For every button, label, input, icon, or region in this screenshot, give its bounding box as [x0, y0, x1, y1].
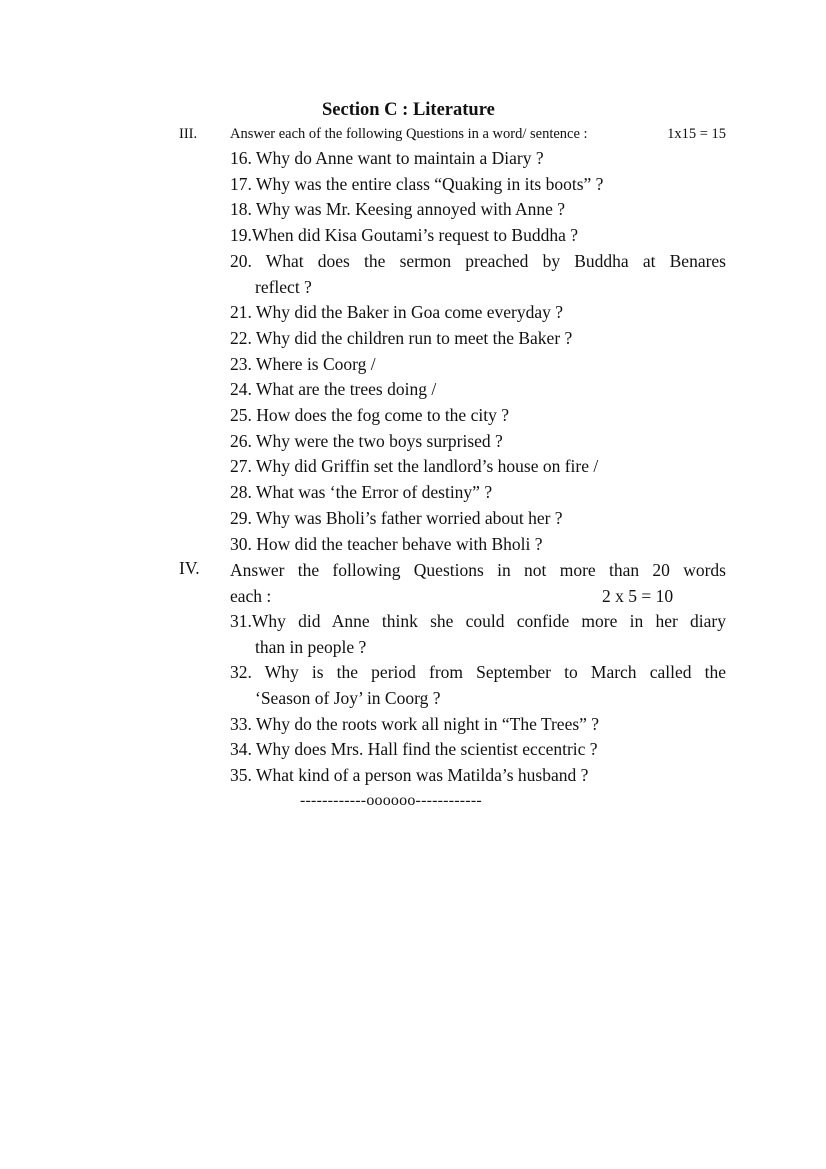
question-24: 24. What are the trees doing /: [230, 379, 437, 399]
question-32: [230, 660, 726, 711]
part-4-instruction-each: each :: [230, 585, 272, 606]
part-4-marks: 2 x 5 = 10: [602, 585, 674, 606]
part-3-instruction: Answer each of the following Questions in a word/ sentence :: [230, 126, 588, 142]
question-35: 35. What kind of a person was Matilda’s husband ?: [230, 765, 589, 785]
question-22: 22. Why did the children run to meet the Baker ?: [230, 328, 573, 348]
part-3-marks: 1x15 = 15: [667, 126, 726, 142]
part-4-instruction: [230, 558, 726, 609]
question-29: 29. Why was Bholi’s father worried about her ?: [230, 508, 563, 528]
section-title: Section C : Literature: [322, 100, 495, 120]
question-31-line-1: 31.Why did Anne think she could confide more in her diary: [230, 611, 726, 631]
question-33: 33. Why do the roots work all night in “The Trees” ?: [230, 714, 600, 734]
question-21: 21. Why did the Baker in Goa come everyday ?: [230, 302, 564, 322]
question-20: [230, 249, 726, 300]
part-3-instruction-row: [230, 126, 726, 146]
part-4-numeral: IV.: [179, 558, 200, 578]
question-34: 34. Why does Mrs. Hall find the scientist eccentric ?: [230, 739, 598, 759]
question-27: 27. Why did Griffin set the landlord’s house on fire /: [230, 456, 599, 476]
part-4-instruction-line-1: Answer the following Questions in not more than 20 words: [230, 560, 726, 580]
part-4-instruction-line-2: [230, 584, 726, 610]
question-30: 30. How did the teacher behave with Bholi ?: [230, 534, 543, 554]
question-20-line-2: reflect ?: [255, 276, 312, 297]
question-31: [230, 609, 726, 660]
question-20-line-1: 20. What does the sermon preached by Buddha at Benares: [230, 251, 726, 271]
question-32-line-1: 32. Why is the period from September to March called the: [230, 662, 726, 682]
question-28: 28. What was ‘the Error of destiny” ?: [230, 482, 493, 502]
question-31-line-2: than in people ?: [255, 636, 367, 657]
part-3-numeral: III.: [179, 126, 198, 142]
question-26: 26. Why were the two boys surprised ?: [230, 431, 503, 451]
question-18: 18. Why was Mr. Keesing annoyed with Anne ?: [230, 199, 566, 219]
question-19: 19.When did Kisa Goutami’s request to Buddha ?: [230, 225, 578, 245]
question-16: 16. Why do Anne want to maintain a Diary ?: [230, 148, 544, 168]
question-32-line-2: ‘Season of Joy’ in Coorg ?: [255, 687, 441, 708]
end-of-paper-marker: ------------oooooo------------: [300, 792, 482, 809]
question-25: 25. How does the fog come to the city ?: [230, 405, 509, 425]
question-17: 17. Why was the entire class “Quaking in its boots” ?: [230, 174, 604, 194]
question-23: 23. Where is Coorg /: [230, 354, 376, 374]
